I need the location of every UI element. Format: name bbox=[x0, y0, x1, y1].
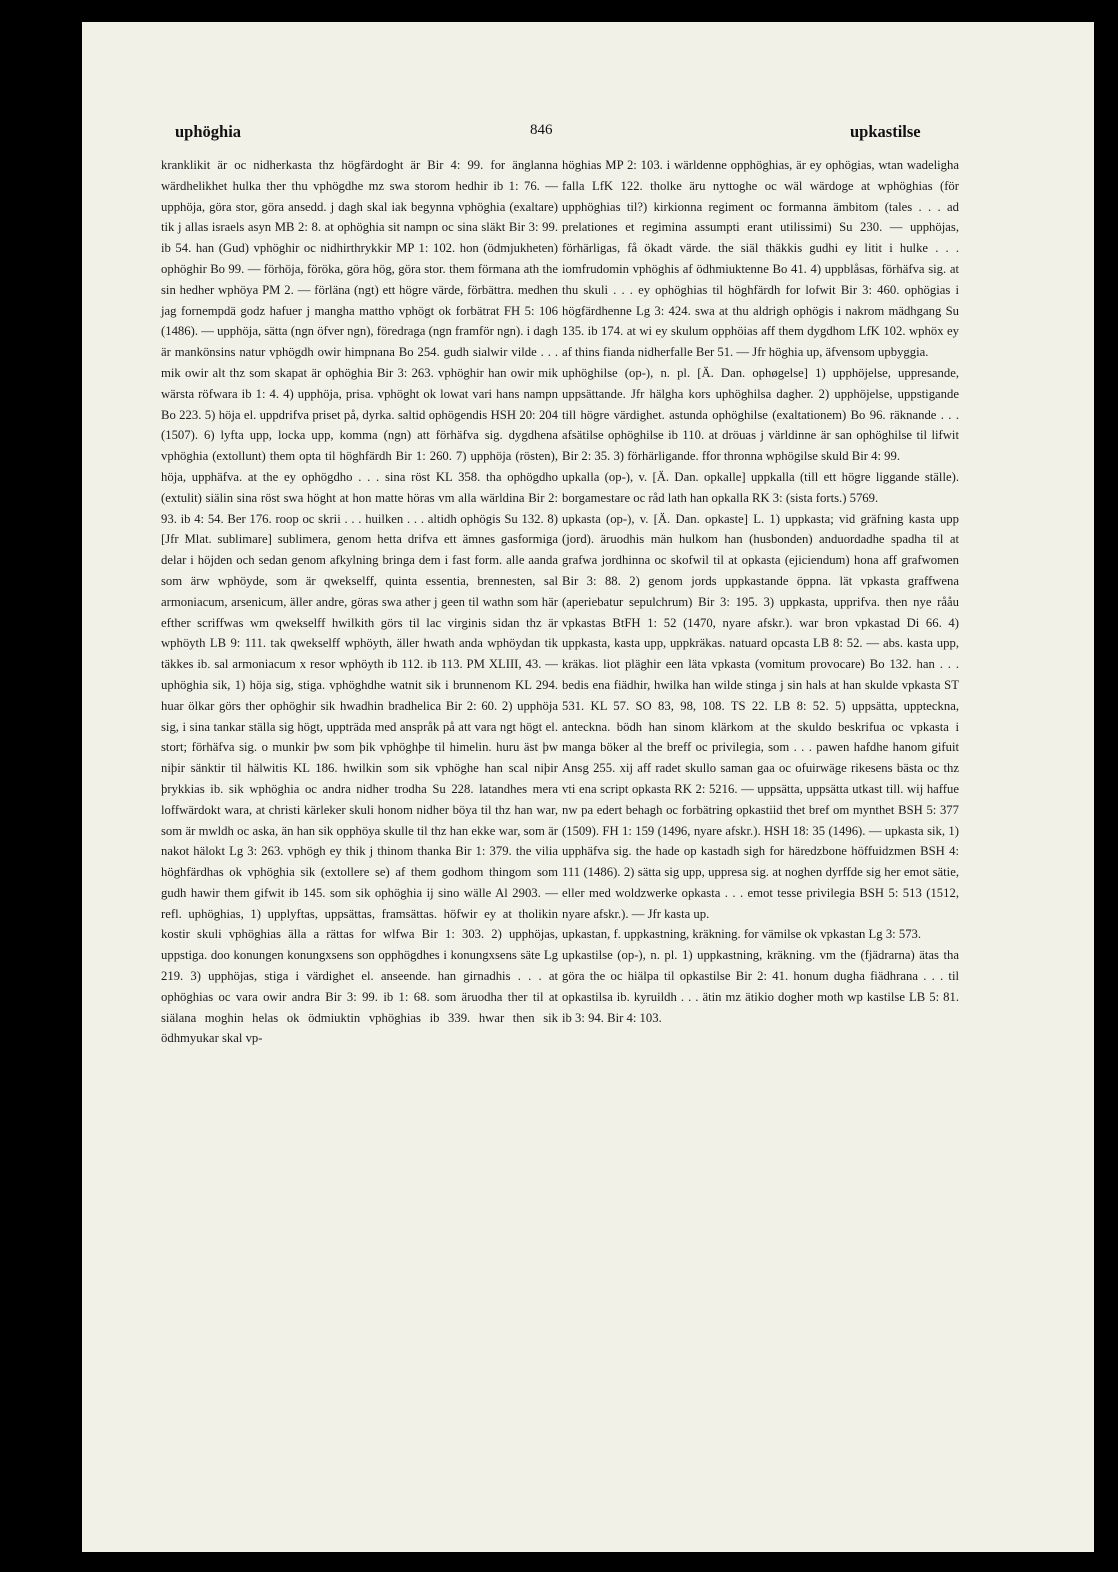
header-guide-word-left: uphöghia bbox=[175, 122, 242, 141]
left-column bbox=[161, 155, 558, 1049]
entry-uphoghilse: uphöghilse (op-), n. pl. [Ä. Dan. ophøgelse] 1) upphöjelse, uppresande, uppsättande. Jfr hälgha kors uphöghilsa dagher. 2) upphöjelse, uppstigande till högre värdighet. astunda ophöghilse (exaltationem) Bo 96. räknande . . . afsätilse ophöghilse ib 110. at dröuas j världinne är san ophöghilse til lifwit Bir 2: 35. 3) förhärligande. ffor thronna wphögilse skuld Bir 4: 99. bbox=[562, 365, 959, 464]
entry-upkasta: upkasta (op-), v. [Ä. Dan. opkaste] L. 1) uppkasta; vid gräfning kasta upp (jord). äruodhis män hulkom han (husbonden) anduordadhe spadha til at grafwa jordhinna oc skofwil til at opkasta (ejiciendum) hona aff grafwomen Bir 3: 88. 2) genom jords uppkastande öppna. lät vpkasta graffwena (aperiebatur sepulchrum) Bir 3: 195. 3) uppkasta, upprifva. then nye rååu vpkastas BtFH 1: 52 (1470, nyare afskr.). war bron vpkastad Di 66. 4) uppkasta, kasta upp, uppkräkas. natuard opcasta LB 8: 52. — abs. kasta upp, kräkas. liot pläghir een läta vpkasta (vomitum provocare) Bo 132. han . . . bedis ena fiädhir, hwilka han wilde stinga j sin hals at han skulde vpkasta ST 531. KL 57. SO 83, 98, 108. TS 22. LB 8: 52. 5) uppsätta, uppteckna, anteckna. bödh han sinom klärkom at the skuldo beskrifua oc vpkasta i manga böker al the breff oc privilegia, som . . . pawen hafdhe hanom gifuit Ansg 255. xij aff radet skullo saman gaa oc ofuirwäge rikesens bästa oc thz vti ena script opkasta RK 2: 5216. — uppsätta, uppsätta utkast till. wij haffue nw pa edert behagh oc forbätring opkastiid thet bref om mynthet BSH 5: 377 (1509). FH 1: 159 (1496, nyare afskr.). HSH 18: 35 (1496). — upkasta sik, 1) upphäfva sig. the hade op kastadh sigh for häredzbone höffuidzmen BSH 4: 111 (1486). 2) sätta sig upp, uppresa sig. at noghen dyrffde sig her emot sätie, eller med woldzwerke opkasta . . . emot tesse privilegia BSH 5: 513 (1512, nyare afskr.). — Jfr kasta up. bbox=[562, 511, 959, 921]
entry-upkalla: upkalla (op-), v. [Ä. Dan. opkalle] uppkalla (till ett högre liggande ställe). borgamestare oc råd lath han opkalla RK 3: (sista forts.) 5769. bbox=[562, 469, 959, 505]
entry-upkastan: upkastan, f. uppkastning, kräkning. for vämilse ok vpkastan Lg 3: 573. bbox=[562, 927, 922, 942]
entry-paragraph: kranklikit är oc nidherkasta thz högfärdoght är Bir 4: 99. for änglanna wärdhelikhet hulka ther thu vphögdhe mz swa storom hedhir ib 1: 76. — upphöja, göra stor, göra ansedd. j dagh skal iak begynna vphöghia (exaltare) tik j allas israels asyn MB 2: 8. at ophöghia sit nampn oc sina släkt Bir 3: 99. ib 54. han (Gud) vphöghir oc nidhirthrykkir MP 1: 102. hon (ödmjukheten) ophöghir Bo 99. — förhöja, föröka, göra hög, göra stor. them förmana ath the sin hedher wphöya PM 2. — förläna (ngt) ett högre värde, förbättra. medhen jag fornempdä godz hafuer j mangha mattho vphögt ok forbätrat FH 5: 106 (1486). — upphöja, sätta (ngn öfver ngn), föredraga (ngn framför ngn). i dagh är mankönsins natur vphögdh owir himpnana Bo 254. gudh sialwir vilde . . . mik owir alt thz som skapat är ophöghia Bir 3: 263. vphöghir han owir mik wärsta röfwara ib 1: 4. 4) upphöja, prisa. vphöght ok lowat vari hans nampn Bo 223. 5) höja el. uppdrifva priset på, dyrka. saltid ophögendis HSH 20: 204 (1507). 6) lyfta upp, locka upp, komma (ngn) att förhäfva sig. dygdhena vphöghia (extollunt) them opta til höghfärdh Bir 1: 260. 7) upphöja (rösten), höja, upphäfva. at the ey ophögdho . . . sina röst KL 358. tha ophögdho (extulit) siälin sina röst swa höght at hon matte höras vm alla wärldina Bir 2: 93. ib 4: 54. Ber 176. roop oc skrii . . . huilken . . . altidh ophögis Su 132. 8) [Jfr Mlat. sublimare] sublimera, genom hetta drifva ett ämnes gasformiga delar i höjden och sedan genom afkylning bringa dem i fast form. alle aanda som ärw wphöyde, som är qwekselff, quinta essentia, brennesten, sal armoniacum, arsenicum, äller andre, göras swa ather j geen til wathn som här efther scriffwas wm qwekselff hwilkith görs til lac virginis sidan thz är wphöyth LB 9: 111. tak qwekselff wphöyth, äller hwath anda wphöydan tik täkkes ib. sal armoniacum x resor wphöyth ib 112. ib 113. PM XLIII, 43. — uphöghia sik, 1) höja sig, stiga. vphöghdhe watnit sik i brunnenom KL 294. huar ölkar görs ther ophöghir sik hwadhin bradhelica Bir 2: 60. 2) upphöja sig, i sina tankar ställa sig högt, uppträda med anspråk på att vara ngt högt el. stort; förhäfva sig. o munkir þw som þik vphöghþe til himelin. huru äst þw niþir sänktir til hälwitis KL 186. hwilkin som sik vphöghe han scal niþir þrykkias ib. sik wphöghia oc andra nidher trodha Su 228. latandhes mera loffwärdokt wara, at christi kärleker skuli honom nidher böya til thz han war, som är mwldh oc aska, än han sik opphöya skulle til thz han ekke war, som är nakot hälokt Lg 3: 263. vphögh ey thik j thinom thanka Bir 1: 379. the vilia höghfärdhas ok vphöghia sik (extollere se) af them godhom thingom som gudh hawir them gifwit ib 145. som sik ophöghia ij sino wälle Al 2903. — refl. uphöghias, 1) upplyftas, uppsättas, framsättas. höfwir ey at tholikin kostir skuli vphöghias älla a rättas for wlfwa Bir 1: 303. 2) upphöjas, uppstiga. doo konungen konungxsens son opphögdhes i konungxsens säte Lg 219. 3) upphöjas, stiga i värdighet el. anseende. han girnadhis . . . at ophöghias oc vara owir andra Bir 3: 99. ib 1: 68. som äruodha ther til at siälana moghin helas ok ödmiuktin vphöghias ib 339. hwar then sik ödhmyukar skal vp- bbox=[161, 158, 558, 1046]
header-guide-word-right: upkastilse bbox=[850, 122, 921, 141]
entry-upkastilse: upkastilse (op-), n. pl. 1) uppkastning, kräkning. vm the (fjädrarna) ätas tha göra the oc hiälpa til opkastilse Bir 2: 41. honum dugha fiädhrana . . . til opkastilsa ib. kyruildh . . . ätin mz ätikio dogher moth wp kastilse LB 5: 81. ib 3: 94. Bir 4: 103. bbox=[562, 948, 959, 1025]
right-column bbox=[562, 155, 959, 1028]
entry-paragraph: höghias MP 2: 103. i wärldenne opphöghias, är ey ophögias, wtan wadeligha falla LfK 122. tholke äru nyttoghe oc wäl wärdoge at wphöghias (för upphöghias til?) kirkionna regiment oc formanna ämbitom (tales . . . ad prelationes et regimina assumpti erant utilissimi) Su 230. — upphöjas, förhärligas, få ökadt värde. the siäl thäkkis gudhi ey litit i hulke . . . iomfrudomin vphöghis af ödhmiuktenne Bo 41. 4) uppblåsas, förhäfva sig. at thu skuli . . . ey ophöghias til höghfärdh for lofwit Bir 3: 460. ophögias i högfärdhenne Lg 3: 424. swa at thu aldrigh ophögis i nakrom mädhgang Su 135. ib 174. at wi ey skulum opphöias aff them dygdhom LfK 102. wphöx ey af thins fianda nidherfalle Ber 51. — Jfr höghia up, äfvensom upbyggia. bbox=[562, 158, 959, 360]
page-number: 846 bbox=[530, 122, 553, 138]
